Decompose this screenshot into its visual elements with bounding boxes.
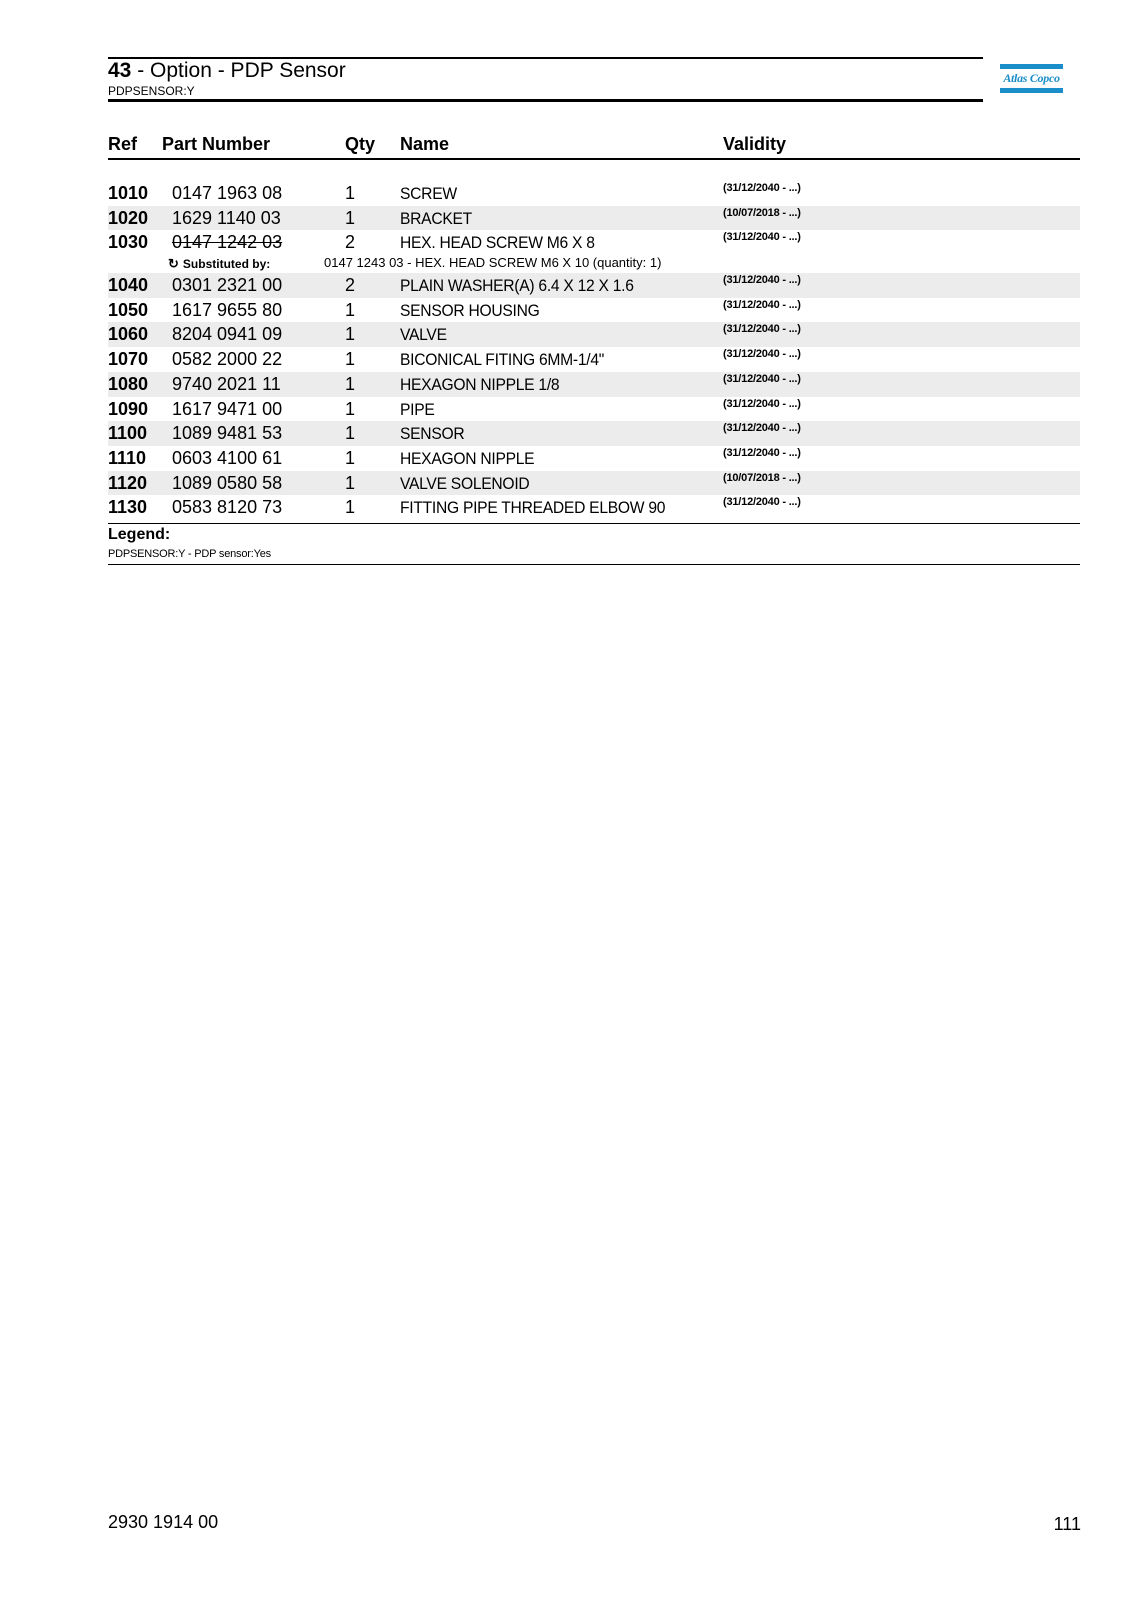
validity-cell: (31/12/2040 - ...) bbox=[723, 274, 801, 287]
ref-cell: 1060 bbox=[108, 324, 149, 345]
page-header bbox=[108, 57, 983, 102]
name-cell: SENSOR bbox=[400, 424, 465, 444]
legend-title: Legend: bbox=[108, 526, 171, 543]
part-number-cell: 1617 9471 00 bbox=[172, 398, 283, 419]
logo-bar-top bbox=[1000, 64, 1063, 69]
substitution-text: 0147 1243 03 - HEX. HEAD SCREW M6 X 10 (quantity: 1) bbox=[324, 255, 662, 271]
ref-cell: 1070 bbox=[108, 349, 149, 370]
qty-cell: 1 bbox=[345, 349, 356, 370]
parts-table bbox=[108, 181, 1080, 520]
col-header-name: Name bbox=[400, 134, 450, 154]
col-header-part-number: Part Number bbox=[162, 134, 271, 154]
qty-cell: 1 bbox=[345, 373, 356, 394]
table-row bbox=[108, 397, 1080, 422]
part-number-cell: 9740 2021 11 bbox=[172, 373, 281, 394]
validity-cell: (31/12/2040 - ...) bbox=[723, 446, 801, 459]
document-number: 2930 1914 00 bbox=[108, 1512, 219, 1532]
part-number-cell: 8204 0941 09 bbox=[172, 324, 283, 345]
part-number-cell: 1089 9481 53 bbox=[172, 423, 283, 444]
table-row bbox=[108, 230, 1080, 255]
name-cell: PIPE bbox=[400, 399, 435, 419]
qty-cell: 2 bbox=[345, 232, 356, 253]
name-cell: HEX. HEAD SCREW M6 X 8 bbox=[400, 233, 595, 253]
table-row bbox=[108, 322, 1080, 347]
ref-cell: 1130 bbox=[108, 497, 148, 518]
validity-cell: (31/12/2040 - ...) bbox=[723, 231, 801, 244]
ref-cell: 1050 bbox=[108, 299, 149, 320]
logo-bar-bottom bbox=[1000, 88, 1063, 93]
validity-cell: (10/07/2018 - ...) bbox=[723, 206, 801, 219]
ref-cell: 1020 bbox=[108, 207, 149, 228]
name-cell: FITTING PIPE THREADED ELBOW 90 bbox=[400, 498, 666, 518]
name-cell: PLAIN WASHER(A) 6.4 X 12 X 1.6 bbox=[400, 276, 634, 296]
ref-cell: 1100 bbox=[108, 423, 148, 444]
part-number-cell: 0147 1242 03 bbox=[172, 232, 283, 253]
atlas-copco-logo bbox=[1000, 64, 1063, 95]
qty-cell: 1 bbox=[345, 447, 356, 468]
ref-cell: 1010 bbox=[108, 183, 149, 203]
section-title: - Option - PDP Sensor bbox=[131, 59, 346, 82]
table-row bbox=[108, 273, 1080, 298]
table-row bbox=[108, 471, 1080, 496]
qty-cell: 1 bbox=[345, 423, 356, 444]
validity-cell: (31/12/2040 - ...) bbox=[723, 496, 801, 509]
table-row bbox=[108, 347, 1080, 372]
legend-text: PDPSENSOR:Y - PDP sensor:Yes bbox=[108, 548, 271, 560]
validity-cell: (10/07/2018 - ...) bbox=[723, 471, 801, 484]
legend bbox=[108, 523, 1080, 565]
name-cell: VALVE SOLENOID bbox=[400, 473, 530, 493]
ref-cell: 1110 bbox=[108, 447, 147, 468]
name-cell: BRACKET bbox=[400, 208, 472, 228]
qty-cell: 2 bbox=[345, 275, 356, 296]
part-number-cell: 1629 1140 03 bbox=[172, 207, 281, 228]
qty-cell: 1 bbox=[345, 183, 356, 203]
table-row bbox=[108, 446, 1080, 471]
part-number-cell: 0582 2000 22 bbox=[172, 349, 283, 370]
table-row bbox=[108, 421, 1080, 446]
refresh-icon: ↻ bbox=[168, 256, 179, 272]
table-row bbox=[108, 206, 1080, 231]
substitution-row bbox=[108, 255, 1080, 273]
name-cell: VALVE bbox=[400, 325, 447, 345]
table-row bbox=[108, 298, 1080, 323]
qty-cell: 1 bbox=[345, 472, 356, 493]
part-number-cell: 0603 4100 61 bbox=[172, 447, 283, 468]
name-cell: HEXAGON NIPPLE bbox=[400, 448, 535, 468]
section-number: 43 bbox=[108, 59, 132, 82]
substitution-label bbox=[168, 256, 270, 272]
name-cell: SENSOR HOUSING bbox=[400, 300, 540, 320]
table-row bbox=[108, 372, 1080, 397]
ref-cell: 1080 bbox=[108, 373, 149, 394]
part-number-cell: 0147 1963 08 bbox=[172, 183, 283, 203]
table-header bbox=[108, 132, 1080, 160]
col-header-qty: Qty bbox=[345, 134, 376, 154]
validity-cell: (31/12/2040 - ...) bbox=[723, 372, 801, 385]
qty-cell: 1 bbox=[345, 497, 356, 518]
name-cell: SCREW bbox=[400, 184, 457, 203]
ref-cell: 1030 bbox=[108, 232, 149, 253]
qty-cell: 1 bbox=[345, 207, 356, 228]
name-cell: HEXAGON NIPPLE 1/8 bbox=[400, 374, 560, 394]
qty-cell: 1 bbox=[345, 398, 356, 419]
page-number: 111 bbox=[1053, 1514, 1081, 1534]
validity-cell: (31/12/2040 - ...) bbox=[723, 182, 801, 194]
page-title bbox=[108, 59, 346, 83]
validity-cell: (31/12/2040 - ...) bbox=[723, 348, 801, 361]
validity-cell: (31/12/2040 - ...) bbox=[723, 397, 801, 410]
qty-cell: 1 bbox=[345, 299, 356, 320]
ref-cell: 1040 bbox=[108, 275, 149, 296]
part-number-cell: 1089 0580 58 bbox=[172, 472, 283, 493]
table-row bbox=[108, 181, 1080, 206]
logo-text: Atlas Copco bbox=[1003, 71, 1060, 85]
substitution-label-text: Substituted by: bbox=[182, 257, 271, 272]
part-number-cell: 1617 9655 80 bbox=[172, 299, 283, 320]
name-cell: BICONICAL FITING 6MM-1/4" bbox=[400, 350, 605, 370]
ref-cell: 1120 bbox=[108, 472, 148, 493]
col-header-validity: Validity bbox=[723, 134, 787, 154]
qty-cell: 1 bbox=[345, 324, 356, 345]
validity-cell: (31/12/2040 - ...) bbox=[723, 323, 801, 336]
validity-cell: (31/12/2040 - ...) bbox=[723, 422, 801, 435]
ref-cell: 1090 bbox=[108, 398, 149, 419]
part-number-cell: 0301 2321 00 bbox=[172, 275, 283, 296]
validity-cell: (31/12/2040 - ...) bbox=[723, 298, 801, 311]
col-header-ref: Ref bbox=[108, 134, 138, 154]
part-number-cell: 0583 8120 73 bbox=[172, 497, 283, 518]
table-row bbox=[108, 495, 1080, 520]
page-subtitle: PDPSENSOR:Y bbox=[108, 84, 195, 98]
